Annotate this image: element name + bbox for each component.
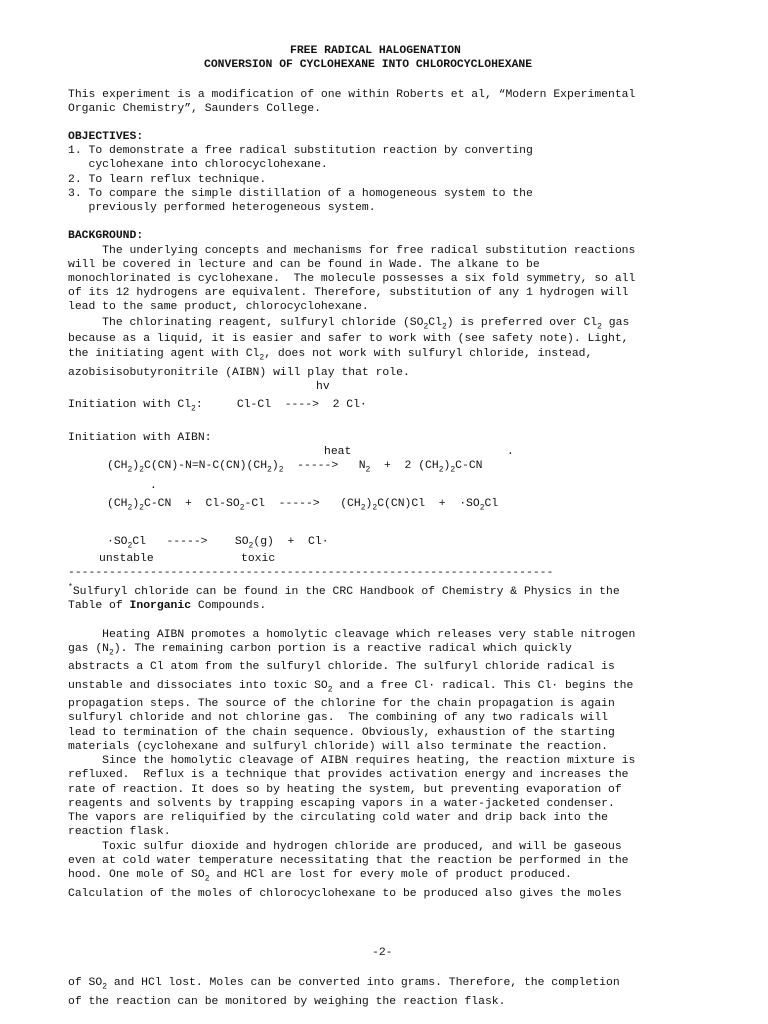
eq4-dissociation: $\cdot SO_2Cl$ -----> $SO_2(g) + Cl\cdot$ [107, 536, 329, 551]
objective-line-1: 1. To demonstrate a free radical substitution reaction by converting [68, 145, 533, 157]
reagent-line-3: the initiating agent with $Cl_2$, does not work with sulfuryl chloride, instead, [68, 348, 593, 363]
background-line-3: monochlorinated is cyclohexane. The molecule possesses a six fold symmetry, so all [68, 273, 636, 285]
objective-line-2: cyclohexane into chlorocyclohexane. [68, 159, 328, 171]
continuation-line-2: of the reaction can be monitored by weighing the reaction flask. [68, 996, 506, 1008]
para-line-6: sulfuryl chloride and not chlorine gas. The combining of any two radicals will [68, 712, 609, 724]
title-line-2: CONVERSION OF CYCLOHEXANE INTO CHLOROCYCLOHEXANE [204, 59, 533, 71]
para-line-9: Since the homolytic cleavage of AIBN requires heating, the reaction mixture is [68, 755, 636, 767]
background-heading: BACKGROUND: [68, 230, 144, 242]
reagent-line-4: azobisisobutyronitrile (AIBN) will play that role. [68, 367, 410, 379]
title-line-1: FREE RADICAL HALOGENATION [290, 45, 461, 57]
eq3-abstraction: $(CH_2)_2C-CN + Cl-SO_2-Cl$ -----> $(CH_2)_2C(CN)Cl + \cdot SO_2Cl$ [107, 498, 499, 513]
para-line-4: unstable and dissociates into toxic $SO_2$ and a free Cl· radical. This Cl· begins the [68, 680, 634, 695]
para-line-11: rate of reaction. It does so by heating the system, but preventing evaporation of [68, 784, 622, 796]
eq4-unstable-label: unstable [99, 553, 154, 565]
para-line-17: hood. One mole of $SO_2$ and HCl are lost for every mole of product produced. [68, 869, 572, 884]
para-line-1: Heating AIBN promotes a homolytic cleavage which releases very stable nitrogen [68, 629, 636, 641]
objective-line-4: 3. To compare the simple distillation of a homogeneous system to the [68, 188, 533, 200]
para-line-15: Toxic sulfur dioxide and hydrogen chloride are produced, and will be gaseous [68, 841, 622, 853]
para-line-5: propagation steps. The source of the chlorine for the chain propagation is again [68, 698, 615, 710]
para-line-3: abstracts a Cl atom from the sulfuryl chloride. The sulfuryl chloride radical is [68, 661, 615, 673]
objective-line-3: 2. To learn reflux technique. [68, 174, 267, 186]
footnote-separator: ----------------------------------------------------------------------- [68, 567, 554, 579]
para-line-16: even at cold water temperature necessitating that the reaction be performed in the [68, 855, 629, 867]
page-number: -2- [372, 947, 393, 959]
para-line-18: Calculation of the moles of chlorocyclohexane to be produced also gives the moles [68, 888, 622, 900]
para-line-12: reagents and solvents by trapping escaping vapors in a water-jacketed condenser. [68, 798, 615, 810]
para-line-10: refluxed. Reflux is a technique that provides activation energy and increases the [68, 769, 629, 781]
intro-line-2: Organic Chemistry”, Saunders College. [68, 103, 321, 115]
para-line-7: lead to termination of the chain sequence. Obviously, exhaustion of the starting [68, 727, 615, 739]
continuation-line-1: of $SO_2$ and HCl lost. Moles can be converted into grams. Therefore, the completion [68, 977, 620, 992]
background-line-2: will be covered in lecture and can be found in Wade. The alkane to be [68, 259, 540, 271]
eq3-radical-dot: . [150, 480, 157, 492]
intro-line-1: This experiment is a modification of one within Roberts et al, “Modern Experimental [68, 89, 636, 101]
para-line-2: gas $(N_2)$. The remaining carbon portion is a reactive radical which quickly [68, 643, 572, 658]
eq1-initiation-cl2: Initiation with $Cl_2$: Cl-Cl ----> 2 Cl· [68, 399, 367, 414]
eq2-radical-dot: . [507, 446, 514, 458]
reagent-line-1: The chlorinating reagent, sulfuryl chloride $(SO_2Cl_2)$ is preferred over $Cl_2$ gas [68, 317, 630, 332]
eq4-toxic-label: toxic [241, 553, 276, 565]
objective-line-5: previously performed heterogeneous system. [68, 202, 376, 214]
objectives-heading: OBJECTIVES: [68, 131, 144, 143]
footnote-line-2: Table of Inorganic Compounds. [68, 600, 267, 612]
eq2-heading: Initiation with AIBN: [68, 432, 212, 444]
para-line-13: The vapors are reliquified by the circulating cold water and drip back into the [68, 812, 609, 824]
para-line-14: reaction flask. [68, 826, 171, 838]
footnote-line-1: *Sulfuryl chloride can be found in the CRC Handbook of Chemistry & Physics in the [68, 583, 620, 598]
eq2-aibn-decomposition: $(CH_2)_2C(CN)-N=N-C(CN)(CH_2)_2$ -----> $N_2 + 2$ $(CH_2)_2C-CN$ [107, 460, 483, 475]
background-line-5: lead to the same product, chlorocyclohexane. [68, 301, 369, 313]
para-line-8: materials (cyclohexane and sulfuryl chloride) will also terminate the reaction. [68, 741, 609, 753]
eq1-hv-label: hv [316, 381, 330, 393]
eq2-heat-label: heat [324, 446, 352, 458]
background-line-1: The underlying concepts and mechanisms for free radical substitution reactions [68, 245, 636, 257]
reagent-line-2: because as a liquid, it is easier and safer to work with (see safety note). Light, [68, 333, 629, 345]
background-line-4: of its 12 hydrogens are equivalent. Therefore, substitution of any 1 hydrogen will [68, 287, 629, 299]
